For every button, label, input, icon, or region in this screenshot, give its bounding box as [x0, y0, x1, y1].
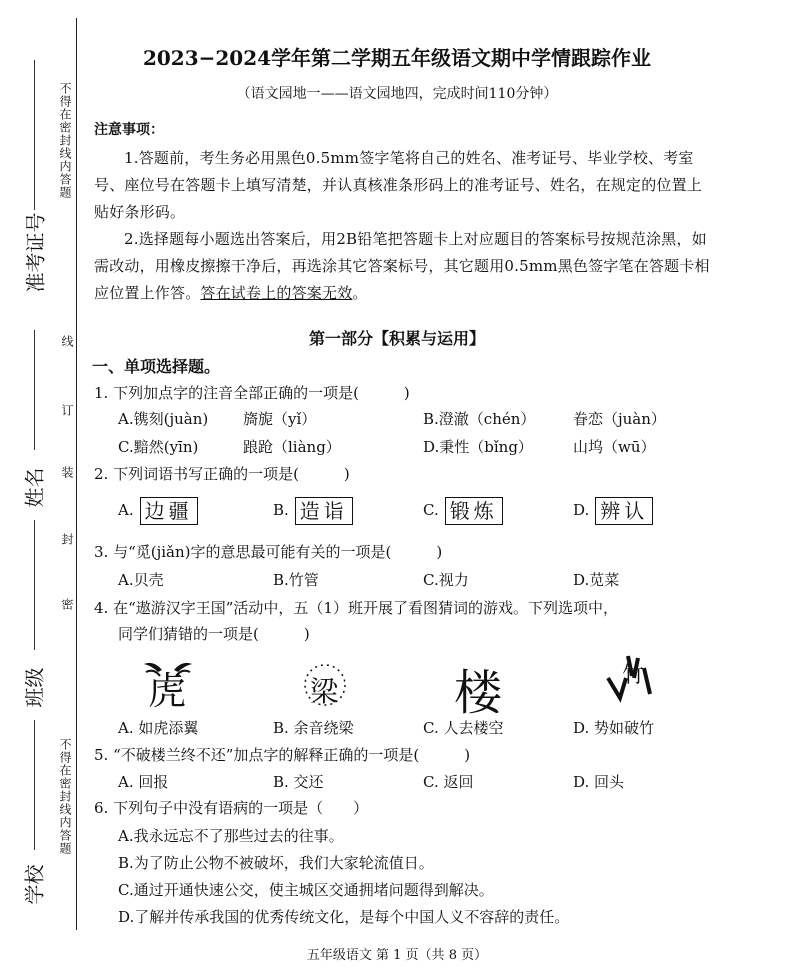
- q2-option-c: [423, 497, 503, 525]
- notes-item-2-emphasis: 答在试卷上的答案无效: [200, 284, 353, 302]
- q4-option-c: C. 人去楼空: [423, 719, 504, 737]
- q1-option-a2: 旖旎（yǐ）: [243, 410, 317, 428]
- label-school: 学校: [22, 864, 47, 905]
- q3-stem: 3. 与“觅(jiǎn)字的意思最可能有关的一项是( ): [94, 543, 443, 561]
- q4-stem-line2: 同学们猜错的一项是( ): [118, 625, 310, 643]
- q6-option-d: D.了解并传承我国的优秀传统文化，是每个中国人义不容辞的责任。: [118, 908, 570, 926]
- q5-option-d: D. 回头: [573, 773, 625, 791]
- page-subtitle: （语文园地一——语文园地四，完成时间110分钟）: [236, 86, 558, 102]
- seal-char-ding: 订: [60, 404, 74, 417]
- q5-option-a: A. 回报: [118, 773, 169, 791]
- q2-option-b: [273, 497, 353, 525]
- q1-option-a1: A.镌刻(juàn): [118, 410, 209, 428]
- q5-option-b: B. 交还: [273, 773, 324, 791]
- label-class: 班级: [22, 667, 47, 708]
- q1-option-c1: C.黯然(yīn): [118, 438, 199, 456]
- seal-char-feng: 封: [60, 533, 74, 546]
- q6-option-a: A.我永远忘不了那些过去的往事。: [118, 827, 344, 845]
- notes-item-1: 1.答题前，考生务必用黑色0.5mm签字笔将自己的姓名、准考证号、毕业学校、考室号、座位号在答题卡上填写清楚，并认真核准条形码上的准考证号、姓名，在规定的位置上贴好条形码。: [94, 149, 703, 221]
- q2-option-a: [118, 497, 198, 525]
- q4-picture-d: [598, 648, 658, 708]
- q4-picture-a: [140, 658, 196, 713]
- section-heading: 一、单项选择题。: [92, 357, 221, 376]
- sidebar-notice-bottom: 不得在密封线内答题: [58, 738, 72, 855]
- q2-stem: 2. 下列词语书写正确的一项是( ): [94, 465, 350, 483]
- seal-line: [76, 18, 77, 930]
- q2-option-a-label: A.: [118, 501, 134, 519]
- q1-stem: 1. 下列加点字的注音全部正确的一项是( ): [94, 384, 410, 402]
- page-footer: 五年级语文 第 1 页（共 8 页）: [306, 948, 488, 963]
- school-underline: [34, 720, 35, 850]
- notes-item-2-text: 2.选择题每小题选出答案后，用2B铅笔把答题卡上对应题目的答案标号按规范涂黑，如需改动，用橡皮擦擦干净后，再选涂其它答案标号，其它题用0.5mm黑色签字笔在答题卡相应位置上作答。: [94, 230, 710, 302]
- q3-option-d: D.苋菜: [573, 571, 620, 589]
- q1-option-d2: 山坞（wū）: [573, 438, 656, 456]
- class-underline: [34, 520, 35, 650]
- part-heading: 第一部分【积累与运用】: [308, 329, 485, 348]
- seal-char-zhuang: 装: [60, 466, 74, 479]
- q4-picture-a-char: 虎: [148, 669, 187, 713]
- q1-option-c2: 踉跄（liàng）: [243, 438, 341, 456]
- q2-option-b-label: B.: [273, 501, 289, 519]
- q4-picture-c-char: 楼: [454, 665, 503, 721]
- notes-item-2-end: 。: [352, 284, 368, 302]
- q1-option-d1: D.秉性（bǐng）: [423, 438, 533, 456]
- q5-stem: 5. “不破楼兰终不还”加点字的解释正确的一项是( ): [94, 746, 471, 764]
- q4-picture-c: [452, 654, 508, 721]
- q5-option-c: C. 返回: [423, 773, 474, 791]
- q4-option-b: B. 余音绕梁: [273, 719, 354, 737]
- q4-option-d: D. 势如破竹: [573, 719, 655, 737]
- q2-option-c-label: C.: [423, 501, 439, 519]
- q2-option-b-word: 造诣: [295, 497, 353, 525]
- q2-option-d: [573, 497, 653, 525]
- label-name: 姓名: [22, 467, 47, 508]
- q2-option-c-word: 锻炼: [445, 497, 503, 525]
- q2-option-a-word: 边疆: [140, 497, 198, 525]
- q4-picture-b-char: 梁: [310, 675, 339, 708]
- q3-option-a: A.贝壳: [118, 571, 164, 589]
- q6-stem: 6. 下列句子中没有语病的一项是（ ）: [94, 799, 369, 817]
- notes-item-2: [94, 226, 712, 307]
- label-ticket-number: 准考证号: [23, 212, 48, 293]
- q1-option-b2: 眷恋（juàn）: [573, 410, 666, 428]
- q1-option-b1: B.澄澈（chén）: [423, 410, 536, 428]
- q4-stem-line1: 4. 在“遨游汉字王国”活动中，五（1）班开展了看图猜词的游戏。下列选项中，: [94, 599, 618, 617]
- q3-option-b: B.竹管: [273, 571, 319, 589]
- q4-picture-d-char: 竹: [622, 663, 645, 688]
- sidebar-notice-top: 不得在密封线内答题: [58, 82, 72, 199]
- seal-char-mi: 密: [60, 598, 74, 611]
- q4-option-a: A. 如虎添翼: [118, 719, 199, 737]
- notes-heading: 注意事项：: [94, 122, 164, 138]
- q4-picture-b: [302, 662, 348, 708]
- q2-option-d-word: 辨认: [595, 497, 653, 525]
- page-title: 2023−2024学年第二学期五年级语文期中学情跟踪作业: [142, 46, 652, 70]
- q6-option-c: C.通过开通快速公交，使主城区交通拥堵问题得到解决。: [118, 881, 494, 899]
- seal-char-xian: 线: [60, 335, 74, 348]
- q3-option-c: C.视力: [423, 571, 469, 589]
- q6-option-b: B.为了防止公物不被破坏，我们大家轮流值日。: [118, 854, 434, 872]
- q2-option-d-label: D.: [573, 501, 590, 519]
